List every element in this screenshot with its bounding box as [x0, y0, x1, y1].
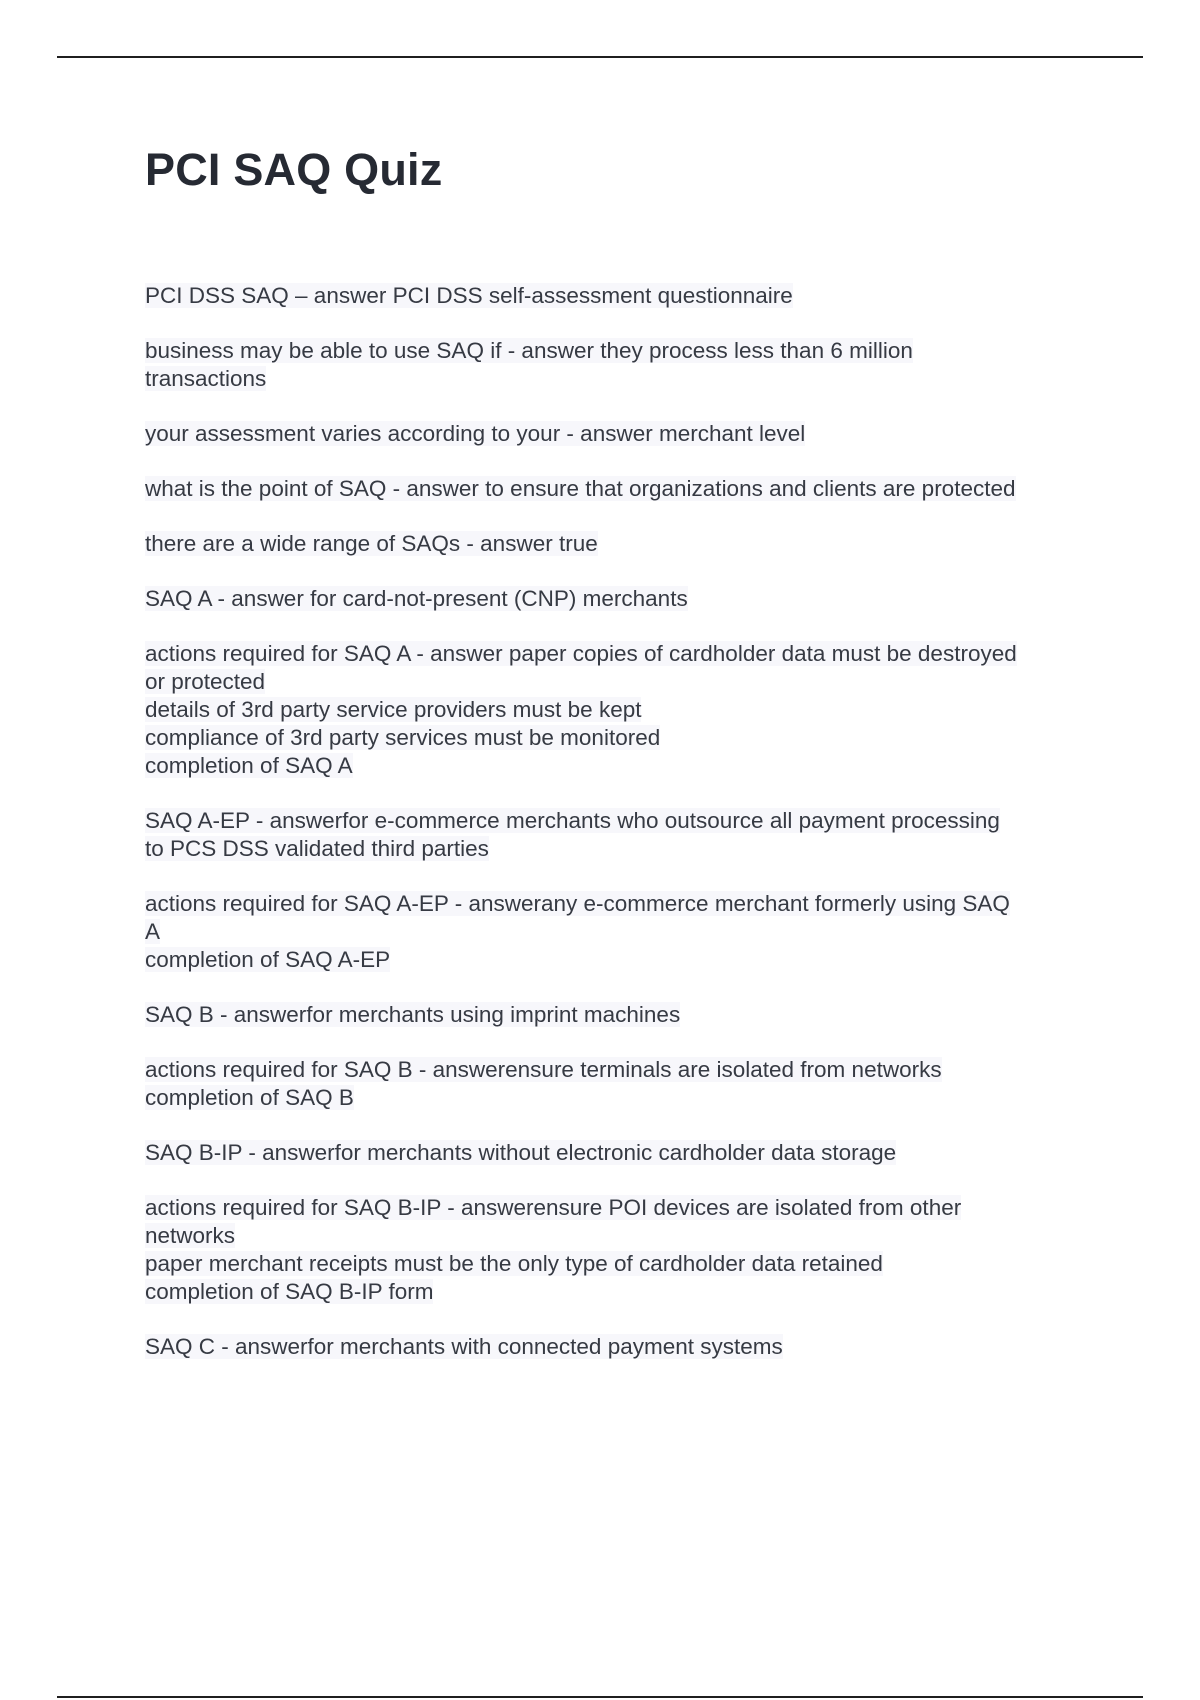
qa-line [145, 585, 1095, 613]
qa-line [145, 1084, 1095, 1112]
top-divider [57, 56, 1143, 58]
qa-line-text: completion of SAQ B [145, 1085, 354, 1110]
qa-item [145, 1139, 1095, 1167]
qa-item [145, 530, 1095, 558]
qa-line-text: SAQ B-IP - answerfor merchants without electronic cardholder data storage [145, 1140, 897, 1165]
qa-list [145, 282, 1095, 1388]
qa-line-text: actions required for SAQ A-EP - answerany e-commerce merchant formerly using SAQ [145, 891, 1010, 916]
qa-line-text: to PCS DSS validated third parties [145, 836, 489, 861]
qa-line [145, 1056, 1095, 1084]
qa-line-text: A [145, 919, 161, 944]
qa-line [145, 1139, 1095, 1167]
qa-item [145, 1056, 1095, 1112]
qa-line [145, 1333, 1095, 1361]
qa-line-text: completion of SAQ A [145, 753, 353, 778]
qa-line [145, 807, 1095, 835]
qa-line-text: business may be able to use SAQ if - answer they process less than 6 million [145, 338, 913, 363]
qa-item [145, 640, 1095, 780]
qa-line [145, 530, 1095, 558]
qa-line [145, 1222, 1095, 1250]
qa-line-text: SAQ A - answer for card-not-present (CNP) merchants [145, 586, 688, 611]
qa-line-text: actions required for SAQ B-IP - answerensure POI devices are isolated from other [145, 1195, 962, 1220]
page-title: PCI SAQ Quiz [145, 144, 443, 195]
qa-line [145, 1001, 1095, 1029]
qa-item [145, 585, 1095, 613]
qa-line-text: paper merchant receipts must be the only type of cardholder data retained [145, 1251, 883, 1276]
qa-line-text: PCI DSS SAQ – answer PCI DSS self-assessment questionnaire [145, 283, 793, 308]
qa-line [145, 1194, 1095, 1222]
qa-line [145, 918, 1095, 946]
qa-line-text: what is the point of SAQ - answer to ensure that organizations and clients are protected [145, 476, 1016, 501]
qa-line-text: there are a wide range of SAQs - answer true [145, 531, 598, 556]
qa-item [145, 890, 1095, 974]
qa-line-text: completion of SAQ A-EP [145, 947, 391, 972]
qa-line-text: or protected [145, 669, 266, 694]
qa-line [145, 1278, 1095, 1306]
qa-line [145, 1250, 1095, 1278]
qa-item [145, 337, 1095, 393]
qa-line [145, 337, 1095, 365]
qa-line-text: actions required for SAQ B - answerensure terminals are isolated from networks [145, 1057, 942, 1082]
qa-line-text: SAQ A-EP - answerfor e-commerce merchants who outsource all payment processing [145, 808, 1000, 833]
qa-item [145, 1001, 1095, 1029]
qa-line [145, 696, 1095, 724]
qa-line-text: actions required for SAQ A - answer paper copies of cardholder data must be destroyed [145, 641, 1017, 666]
qa-line [145, 890, 1095, 918]
qa-line-text: your assessment varies according to your - answer merchant level [145, 421, 806, 446]
qa-line [145, 835, 1095, 863]
qa-line-text: networks [145, 1223, 236, 1248]
qa-line-text: SAQ C - answerfor merchants with connected payment systems [145, 1334, 783, 1359]
qa-line [145, 365, 1095, 393]
qa-line-text: compliance of 3rd party services must be monitored [145, 725, 661, 750]
qa-line [145, 946, 1095, 974]
qa-item [145, 420, 1095, 448]
bottom-divider [57, 1696, 1143, 1698]
qa-line-text: transactions [145, 366, 267, 391]
qa-line [145, 640, 1095, 668]
qa-item [145, 1194, 1095, 1306]
qa-item [145, 282, 1095, 310]
qa-line [145, 668, 1095, 696]
qa-item [145, 1333, 1095, 1361]
qa-item [145, 807, 1095, 863]
qa-line [145, 752, 1095, 780]
qa-line-text: details of 3rd party service providers must be kept [145, 697, 642, 722]
qa-line [145, 475, 1095, 503]
qa-line-text: completion of SAQ B-IP form [145, 1279, 434, 1304]
qa-line [145, 724, 1095, 752]
qa-item [145, 475, 1095, 503]
qa-line-text: SAQ B - answerfor merchants using imprint machines [145, 1002, 681, 1027]
qa-line [145, 282, 1095, 310]
qa-line [145, 420, 1095, 448]
